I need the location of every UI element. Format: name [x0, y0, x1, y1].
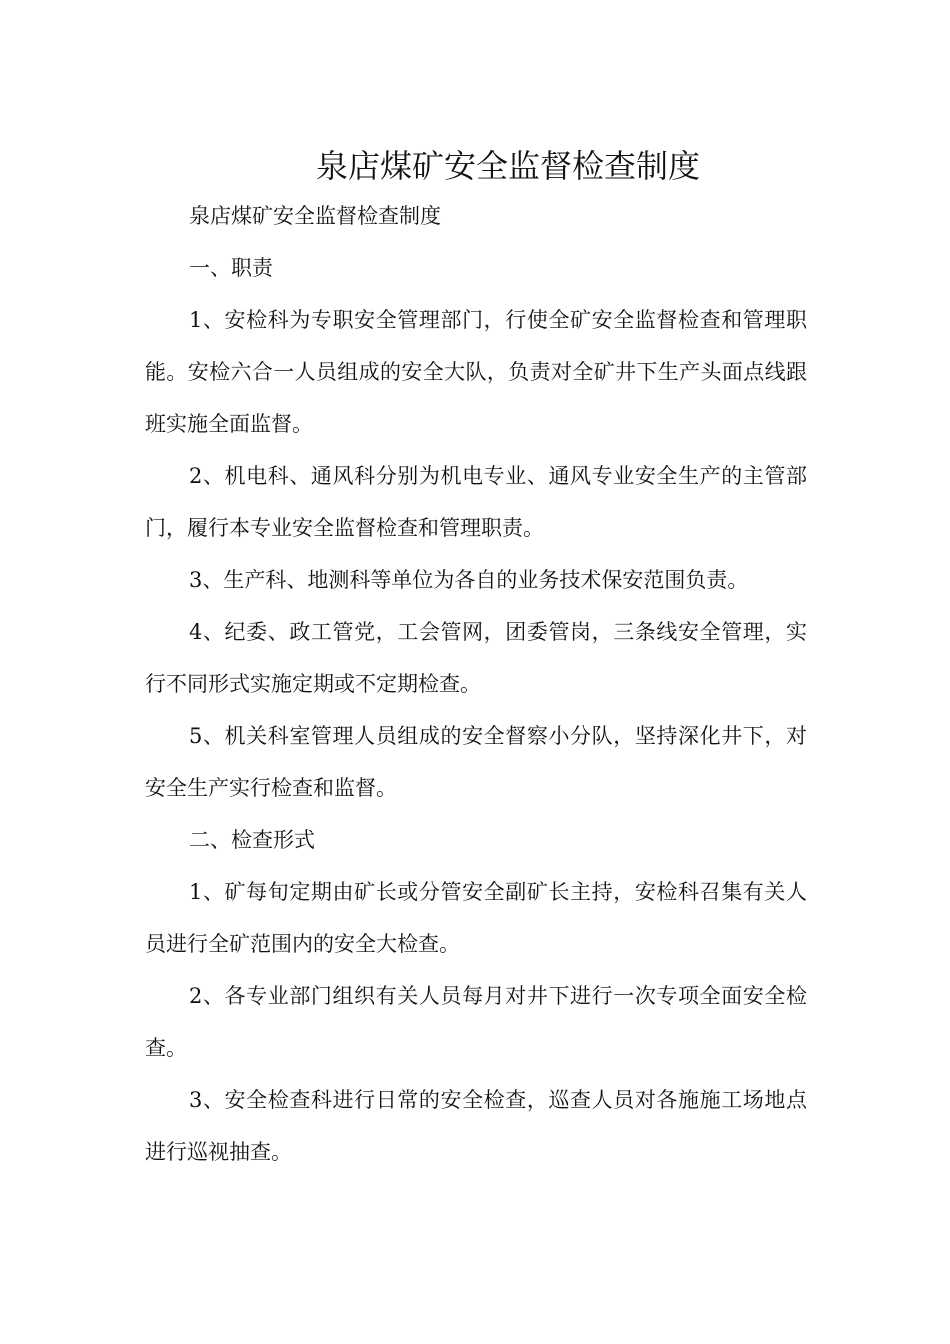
paragraph: 3、生产科、地测科等单位为各自的业务技术保安范围负责。	[189, 568, 749, 592]
paragraph: 1、安检科为专职安全管理部门，行使全矿安全监督检查和管理职能。安检六合一人员组成的安全大队，负责对全矿井下生产头面点线跟班实施全面监督。	[145, 308, 807, 436]
paragraph: 4、纪委、政工管党，工会管网，团委管岗，三条线安全管理，实行不同形式实施定期或不定期检查。	[145, 620, 807, 696]
paragraph: 3、安全检查科进行日常的安全检查，巡查人员对各施施工场地点进行巡视抽查。	[145, 1088, 807, 1164]
paragraph: 2、机电科、通风科分别为机电专业、通风专业安全生产的主管部门，履行本专业安全监督检查和管理职责。	[145, 464, 807, 540]
section-heading-inspection-forms: 二、检查形式	[189, 828, 315, 852]
paragraph: 5、机关科室管理人员组成的安全督察小分队，坚持深化井下，对安全生产实行检查和监督。	[145, 724, 807, 800]
document-title: 泉店煤矿安全监督检查制度	[315, 147, 700, 186]
paragraph-subtitle: 泉店煤矿安全监督检查制度	[189, 204, 441, 228]
section-heading-duties: 一、职责	[189, 256, 273, 280]
paragraph: 1、矿每旬定期由矿长或分管安全副矿长主持，安检科召集有关人员进行全矿范围内的安全大检查。	[145, 880, 807, 956]
document-body	[145, 190, 807, 1178]
paragraph: 2、各专业部门组织有关人员每月对井下进行一次专项全面安全检查。	[145, 984, 807, 1060]
